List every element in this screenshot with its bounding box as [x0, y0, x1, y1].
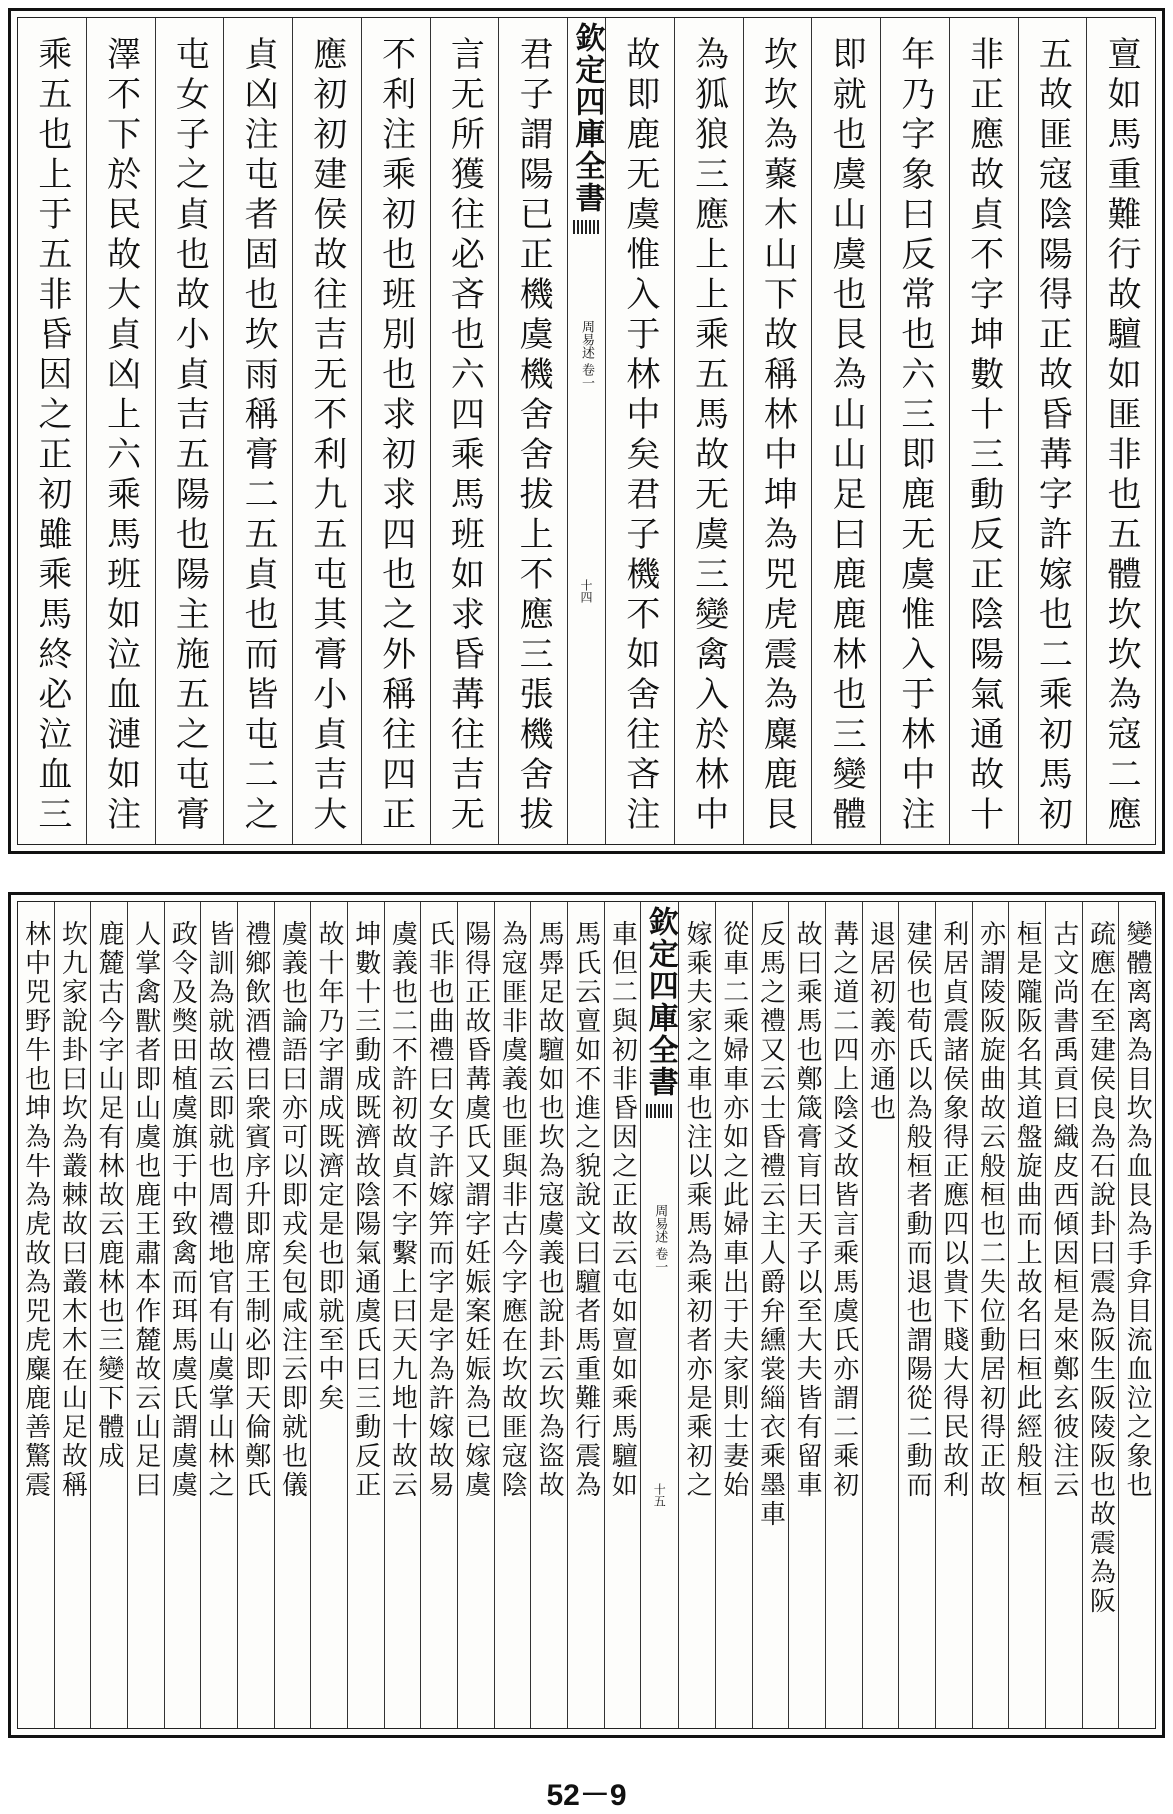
- column-text: 車但二與初非昏因之正故云屯如亶如乘馬驙如: [607, 920, 638, 1500]
- column-text: 君子謂陽已正機虞機舍舍拔上不應三張機舍拔: [513, 36, 554, 836]
- top-page: [8, 8, 1165, 854]
- text-column: [605, 18, 674, 844]
- text-column: [430, 18, 499, 844]
- text-column: [935, 902, 972, 1728]
- text-column: [752, 902, 789, 1728]
- text-column: [1086, 18, 1155, 844]
- text-column: [361, 18, 430, 844]
- text-column: [223, 18, 292, 844]
- leaf-number: 十五: [652, 1483, 667, 1508]
- column-text: 五故匪寇陰陽得正故昏冓字許嫁也二乘初馬初: [1032, 36, 1073, 836]
- column-text: 坤數十三動成既濟故陰陽氣通虞氏曰三動反正: [350, 920, 381, 1500]
- column-text: 故十年乃字謂成既濟定是也即就至中矣: [314, 920, 345, 1413]
- text-column: [384, 902, 421, 1728]
- column-text: 馬馵足故驙如也坎為寇虞義也說卦云坎為盜故: [534, 920, 565, 1500]
- column-text: 嫁乘夫家之車也注以乘馬為乘初者亦是乘初之: [682, 920, 713, 1500]
- column-text: 林中兕野牛也坤為牛為虎故為兕虎麋鹿善驚震: [20, 920, 51, 1500]
- text-column: [274, 902, 311, 1728]
- column-text: 反馬之禮又云士昏禮云主人爵弁纁裳緇衣乘墨車: [755, 920, 786, 1529]
- column-text: 利居貞震諸侯象得正應四以貴下賤大得民故利: [938, 920, 969, 1500]
- column-text: 疏應在至建侯良為石說卦曰震為阪生阪陵阪也故震為阪: [1085, 920, 1116, 1616]
- column-text: 澤不下於民故大貞凶上六乘馬班如泣血漣如注: [100, 36, 141, 836]
- book-subtitle: 周易述 卷一: [652, 1204, 668, 1274]
- column-text: 人掌禽獸者即山虞也鹿王肅本作麓故云山足曰: [130, 920, 161, 1500]
- column-text: 冓之道二四上陰爻故皆言乘馬虞氏亦謂二乘初: [828, 920, 859, 1500]
- bottom-page: [8, 892, 1165, 1738]
- fishtail-ornament: [573, 220, 601, 234]
- column-text: 故曰乘馬也鄭箴膏肓曰天子以至大夫皆有留車: [792, 920, 823, 1500]
- column-text: 即就也虞山虞也艮為山山足曰鹿鹿林也三變體: [826, 36, 867, 836]
- column-text: 陽得正故昏冓虞氏又謂字妊娠案妊娠為已嫁虞: [460, 920, 491, 1500]
- page-footer-number: 52－9: [546, 1779, 627, 1812]
- column-text: 政令及獘田植虞旗于中致禽而珥馬虞氏謂虞虞: [167, 920, 198, 1500]
- column-text: 為寇匪非虞義也匪與非古今字應在坎故匪寇陰: [497, 920, 528, 1500]
- text-column: [310, 902, 347, 1728]
- text-column: [743, 18, 812, 844]
- text-column: [1082, 902, 1119, 1728]
- text-column: [1045, 902, 1082, 1728]
- text-column: [420, 902, 457, 1728]
- center-fold-column: [640, 902, 678, 1728]
- text-column: [86, 18, 155, 844]
- column-text: 虞義也論語曰亦可以即戎矣包咸注云即就也儀: [277, 920, 308, 1500]
- text-column: [715, 902, 752, 1728]
- center-fold-column: [567, 18, 605, 844]
- text-column: [155, 18, 224, 844]
- text-column: [54, 902, 91, 1728]
- text-column: [530, 902, 567, 1728]
- text-column: [347, 902, 384, 1728]
- column-text: 屯女子之貞也故小貞吉五陽也陽主施五之屯膏: [169, 36, 210, 836]
- text-column: [18, 18, 86, 844]
- text-column: [164, 902, 201, 1728]
- column-text: 皆訓為就故云即就也周禮地官有山虞掌山林之: [204, 920, 235, 1500]
- text-column: [237, 902, 274, 1728]
- column-text: 虞義也二不許初故貞不字繫上曰天九地十故云: [387, 920, 418, 1500]
- column-text: 鹿麓古今字山足有林故云鹿林也三變下體成: [94, 920, 125, 1471]
- text-column: [127, 902, 164, 1728]
- text-column: [1008, 902, 1045, 1728]
- text-column: [788, 902, 825, 1728]
- book-title: 欽定四庫全書: [569, 22, 605, 214]
- book-title: 欽定四庫全書: [642, 906, 678, 1098]
- column-text: 非正應故貞不字坤數十三動反正陰陽氣通故十: [963, 36, 1004, 836]
- fishtail-ornament: [646, 1104, 674, 1118]
- text-column: [18, 902, 54, 1728]
- column-text: 年乃字象曰反常也六三即鹿无虞惟入于林中注: [894, 36, 935, 836]
- leaf-number: 十四: [579, 579, 593, 604]
- text-column: [567, 902, 604, 1728]
- text-column: [90, 902, 127, 1728]
- text-column: [825, 902, 862, 1728]
- column-text: 坎坎為藂木山下故稱林中坤為兕虎震為麋鹿艮: [757, 36, 798, 836]
- text-column: [972, 902, 1009, 1728]
- column-text: 亦謂陵阪旋曲故云般桓也二失位動居初得正故: [975, 920, 1006, 1500]
- column-text: 言无所獲往必吝也六四乘馬班如求昏冓往吉无: [444, 36, 485, 836]
- column-text: 桓是隴阪名其道盤旋曲而上故名曰桓此經般桓: [1012, 920, 1043, 1500]
- bottom-columns: [18, 902, 1155, 1728]
- text-column: [457, 902, 494, 1728]
- column-text: 變體离离為目坎為血艮為手弇目流血泣之象也: [1122, 920, 1153, 1500]
- text-column: [1118, 902, 1155, 1728]
- text-column: [498, 18, 567, 844]
- text-column: [494, 902, 531, 1728]
- text-column: [862, 902, 899, 1728]
- column-text: 氏非也曲禮曰女子許嫁笄而字是字為許嫁故易: [424, 920, 455, 1500]
- column-text: 退居初義亦通也: [865, 920, 896, 1123]
- text-column: [200, 902, 237, 1728]
- column-text: 古文尚書禹貢曰織皮西傾因桓是來鄭玄彼注云: [1048, 920, 1079, 1500]
- text-column: [880, 18, 949, 844]
- column-text: 禮鄉飲酒禮曰衆賓序升即席王制必即天倫鄭氏: [240, 920, 271, 1500]
- column-text: 故即鹿无虞惟入于林中矣君子機不如舍往吝注: [619, 36, 660, 836]
- book-subtitle: 周易述 卷一: [579, 320, 594, 390]
- column-text: 亶如馬重難行故驙如匪非也五體坎坎為寇二應: [1101, 36, 1142, 836]
- column-text: 應初初建侯故往吉无不利九五屯其膏小貞吉大: [306, 36, 347, 836]
- column-text: 從車二乘婦車亦如之此婦車出于夫家則士妻始: [718, 920, 749, 1500]
- text-column: [811, 18, 880, 844]
- column-text: 建侯也荀氏以為般桓者動而退也謂陽從二動而: [902, 920, 933, 1500]
- text-column: [1018, 18, 1087, 844]
- text-column: [674, 18, 743, 844]
- column-text: 馬氏云亶如不進之貌說文曰驙者馬重難行震為: [570, 920, 601, 1500]
- text-column: [292, 18, 361, 844]
- text-column: [949, 18, 1018, 844]
- text-column: [678, 902, 715, 1728]
- column-text: 貞凶注屯者固也坎雨稱膏二五貞也而皆屯二之: [238, 36, 279, 836]
- column-text: 不利注乘初也班別也求初求四也之外稱往四正: [375, 36, 416, 836]
- column-text: 為狐狼三應上上乘五馬故无虞三變禽入於林中: [688, 36, 729, 836]
- column-text: 坎九家說卦曰坎為叢棘故曰叢木木在山足故稱: [57, 920, 88, 1500]
- text-column: [604, 902, 641, 1728]
- text-column: [898, 902, 935, 1728]
- top-columns: [18, 18, 1155, 844]
- column-text: 乘五也上于五非昏因之正初雖乘馬終必泣血三: [31, 36, 72, 836]
